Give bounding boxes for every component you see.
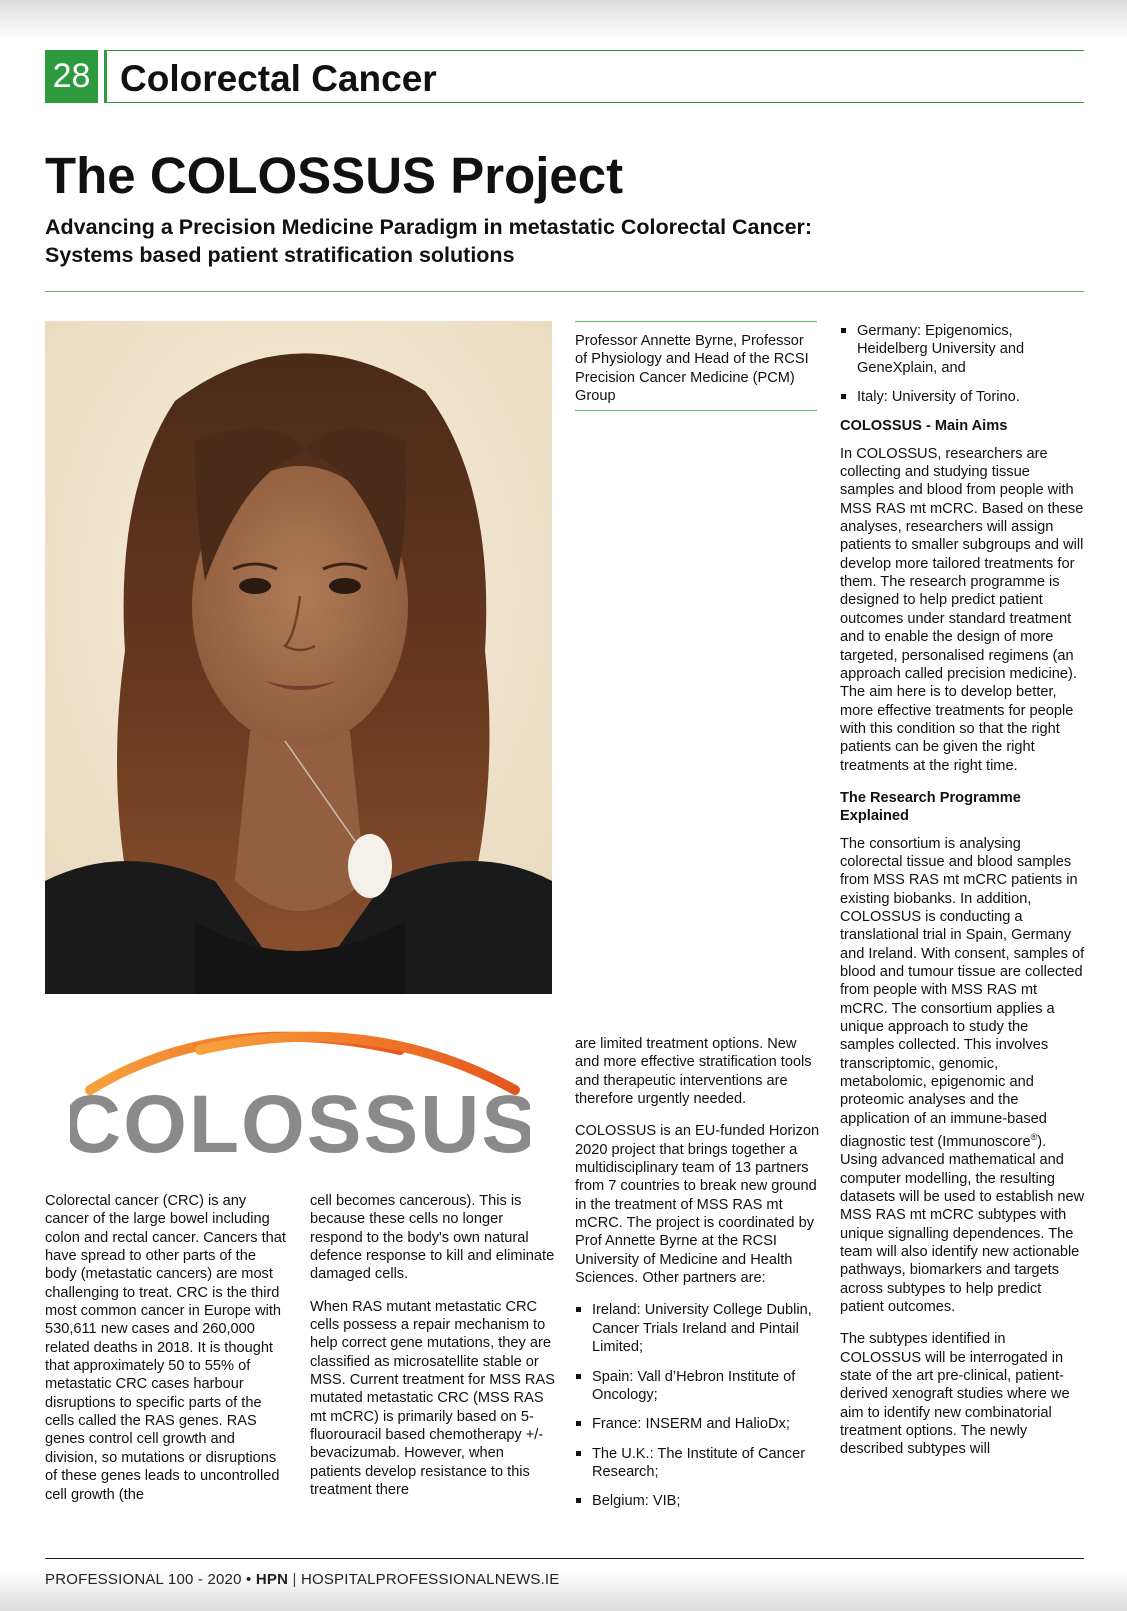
column-4 <box>840 322 1085 1473</box>
partner-list-2 <box>840 322 1085 406</box>
col3-paragraph-2: COLOSSUS is an EU-funded Horizon 2020 project that brings together a multidisciplinary team of 13 partners from 7 countries to break new ground in the treatment of MSS RAS mt mCRC. The project is coordinated by Prof Annette Byrne at the RCSI University of Medicine and Health Sciences. Other partners are: <box>575 1123 820 1287</box>
col1-paragraph-1: Colorectal cancer (CRC) is any cancer of the large bowel including colon and rectal cancer. Cancers that have spread to other parts of the body (metastatic cancers) are most challenging to treat. CRC is the third most common cancer in Europe with 530,611 new cases and 260,000 related deaths in 2018. It is thought that approximately 50 to 55% of metastatic CRC cases harbour disruptions to specific parts of the cells called the RAS genes. RAS genes control cell growth and division, so mutations or disruptions of these genes leads to uncontrolled cell growth (the <box>45 1193 286 1503</box>
partner-item: France: INSERM and HalioDx; <box>575 1415 820 1433</box>
col3-paragraph-1: are limited treatment options. New and more effective stratification tools and therapeutic interventions are therefore urgently needed. <box>575 1036 812 1108</box>
portrait-photo <box>45 321 552 994</box>
col4-paragraph-3: The subtypes identified in COLOSSUS will be interrogated in state of the art pre-clinical, patient-derived xenograft studies where we aim to identify new combinatorial treatment options. The newly described subtypes will <box>840 1331 1070 1458</box>
registered-mark: ® <box>1030 1132 1038 1143</box>
heading-main-aims: COLOSSUS - Main Aims <box>840 418 1008 435</box>
top-shade <box>0 0 1127 40</box>
footer-brand: HPN <box>255 1571 289 1588</box>
footer-divider <box>45 1558 1084 1559</box>
colossus-logo-graphic <box>70 1028 530 1158</box>
footer-publication: PROFESSIONAL 100 - 2020 • <box>45 1571 256 1588</box>
col4-paragraph-1: In COLOSSUS, researchers are collecting and studying tissue samples and blood from people with MSS RAS mt mCRC. Based on these analyses, researchers will assign patients to smaller subgroups and will develop more tailored treatments for them. The research programme is designed to help predict patient outcomes under standard treatment and to enable the design of more targeted, personalised regimens (an approach called precision medicine). The aim here is to develop better, more effective treatments for people with this condition so that the right patients can be given the right treatments at the right time. <box>840 445 1084 774</box>
partner-item: Spain: Vall d’Hebron Institute of Oncology; <box>575 1368 820 1405</box>
partner-item: Italy: University of Torino. <box>840 388 1085 406</box>
column-3 <box>575 1035 820 1522</box>
colossus-logo <box>70 1028 530 1158</box>
logo-wordmark: COLOSSUS <box>70 1079 530 1158</box>
partner-list-1 <box>575 1301 820 1510</box>
partner-item: Germany: Epigenomics, Heidelberg University and GeneXplain, and <box>840 322 1085 377</box>
column-1 <box>45 1192 290 1518</box>
photo-caption: Professor Annette Byrne, Professor of Physiology and Head of the RCSI Precision Cancer Medicine (PCM) Group <box>575 333 809 404</box>
col4-p2-before: The consortium is analysing colorectal tissue and blood samples from MSS RAS mt mCRC patients in existing biobanks. In addition, COLOSSUS is conducting a translational trial in Spain, Germany and Ireland. With consent, samples of blood and tumour tissue are collected from people with MSS RAS mt mCRC. The consortium applies a unique approach to study the samples collected. This involves transcriptomic, genomic, metabolomic, epigenomic and proteomic analyses and the application of an immune-based diagnostic test (Immunoscore <box>840 835 1085 1150</box>
col4-paragraph-2 <box>840 835 1085 1317</box>
partner-item: Ireland: University College Dublin, Cancer Trials Ireland and Pintail Limited; <box>575 1301 820 1356</box>
footer-website: HOSPITALPROFESSIONALNEWS.IE <box>300 1571 560 1588</box>
partner-item: The U.K.: The Institute of Cancer Research; <box>575 1445 820 1482</box>
subtitle-line-2: Systems based patient stratification solutions <box>45 243 515 267</box>
heading-research-programme: The Research Programme Explained <box>840 789 1021 825</box>
footer <box>45 1571 559 1588</box>
col2-paragraph-2: When RAS mutant metastatic CRC cells possess a repair mechanism to help correct gene mutations, they are classified as microsatellite stable or MSS. Current treatment for MSS RAS mutated metastatic CRC (MSS RAS mt mCRC) is primarily based on 5- fluorouracil based chemotherapy +/- bevacizumab. However, when patients develop resistance to this treatment there <box>310 1298 555 1499</box>
column-2 <box>310 1192 555 1514</box>
caption-bottom-rule <box>575 410 817 411</box>
portrait-illustration <box>45 321 552 994</box>
section-title: Colorectal Cancer <box>120 58 437 99</box>
caption-top-rule <box>575 321 817 322</box>
col4-p2-after: ). Using advanced mathematical and computer modelling, the resulting datasets will be used to establish new MSS RAS mt mCRC subtypes with unique signalling dependences. The team will also identify new actionable pathways, biomarkers and targets across subtypes to help predict patient outcomes. <box>840 1133 1085 1316</box>
page-number: 28 <box>45 50 98 103</box>
col2-paragraph-1: cell becomes cancerous). This is because these cells no longer respond to the body's own natural defence response to kill and eliminate damaged cells. <box>310 1193 555 1283</box>
partner-item: Belgium: VIB; <box>575 1492 820 1510</box>
subtitle-line-1: Advancing a Precision Medicine Paradigm in metastatic Colorectal Cancer: <box>45 215 813 239</box>
article-subtitle <box>45 213 945 269</box>
footer-separator: | <box>288 1571 301 1588</box>
article-title: The COLOSSUS Project <box>45 147 624 204</box>
title-divider <box>45 291 1084 292</box>
